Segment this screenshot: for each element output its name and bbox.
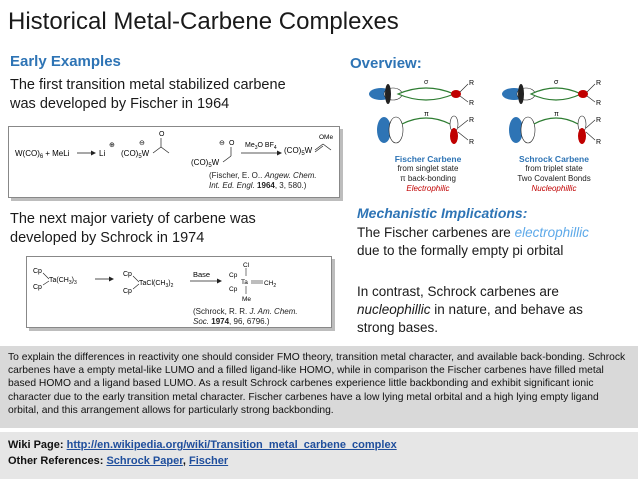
base-label: Base bbox=[193, 270, 211, 279]
schrock-metal-center bbox=[518, 84, 524, 104]
fischer-caption-l3: π back-bonding bbox=[400, 174, 456, 183]
fischer-r-bond-2 bbox=[460, 96, 468, 102]
fischer-link[interactable]: Fischer bbox=[189, 455, 229, 467]
overview-heading: Overview: bbox=[350, 55, 422, 72]
schrock-r-bond-4 bbox=[586, 132, 595, 140]
cp-1a: Cp bbox=[33, 268, 42, 275]
early-examples-text bbox=[10, 76, 340, 114]
schrock-carbene-c bbox=[578, 90, 588, 98]
schrock-intro-text bbox=[10, 210, 340, 248]
ch2-label: $CH_2$ bbox=[264, 280, 277, 289]
fischer-pi-bond bbox=[402, 118, 450, 124]
o-label-2: O bbox=[229, 140, 235, 147]
schrock-arrowhead-2 bbox=[217, 279, 222, 284]
schrock-r-bond-3 bbox=[586, 120, 595, 128]
fischer-caption bbox=[380, 154, 476, 194]
cp-1b: Cp bbox=[33, 284, 42, 291]
ta-ch3-3: $Ta(CH_3)_3$ bbox=[49, 277, 77, 286]
schrock-caption-l2: from triplet state bbox=[525, 164, 583, 173]
fischer-scheme bbox=[8, 126, 340, 198]
ome-label: OMe bbox=[319, 134, 334, 141]
arrow-label: $Me_3O$ $BF_4$ bbox=[245, 142, 277, 151]
schrock-sigma-label: σ bbox=[554, 79, 559, 86]
early-line-2: was developed by Fischer in 1964 bbox=[10, 96, 230, 112]
cp-3b: Cp bbox=[229, 286, 238, 293]
arrowhead-1 bbox=[91, 151, 96, 156]
fischer-pi-d-2 bbox=[389, 117, 403, 143]
bond-me-3 bbox=[323, 144, 331, 150]
mechanistic-p1: The Fischer carbenes are electrophillic due to the formally empty pi orbital bbox=[357, 225, 589, 258]
li-text: Li bbox=[99, 149, 106, 158]
reactant-text: $W(CO)_6$ + MeLi bbox=[15, 149, 70, 160]
page-title: Historical Metal-Carbene Complexes bbox=[8, 8, 399, 35]
mechanistic-heading: Mechanistic Implications: bbox=[357, 205, 528, 221]
bond-1 bbox=[153, 147, 161, 153]
co5w-3: $(CO)_5W$ bbox=[284, 146, 313, 157]
taclch3-2: $TaCl(CH_3)_2$ bbox=[139, 280, 174, 289]
fischer-carbene-c bbox=[451, 90, 461, 98]
bond-2 bbox=[223, 156, 231, 162]
schrock-r-bond-1 bbox=[587, 84, 595, 92]
cp-2b: Cp bbox=[123, 288, 132, 295]
co5w-2: $(CO)_5W$ bbox=[191, 158, 220, 169]
schrock-scheme bbox=[26, 256, 332, 328]
schrock-r-1: R bbox=[596, 80, 602, 87]
schrock-caption bbox=[504, 154, 604, 194]
fischer-r-4: R bbox=[469, 139, 475, 146]
fischer-metal-center bbox=[385, 84, 391, 104]
schrock-sigma-bond bbox=[531, 88, 581, 100]
cl-label: Cl bbox=[243, 262, 250, 269]
fischer-r-bond-4 bbox=[458, 132, 468, 140]
mechanistic-p2: In contrast, Schrock carbenes are nucleophillic in nature, and behave as strong bases. bbox=[357, 284, 583, 335]
fischer-caption-title: Fischer Carbene bbox=[394, 154, 462, 164]
early-examples-heading: Early Examples bbox=[10, 53, 121, 70]
schrock-r-2: R bbox=[596, 100, 602, 107]
fischer-p-bottom bbox=[450, 128, 458, 144]
cp-2a: Cp bbox=[123, 271, 132, 278]
o-label-1: O bbox=[159, 131, 165, 138]
fischer-orbital-diagram bbox=[369, 79, 474, 146]
w-charge: ⊖ bbox=[139, 140, 145, 147]
fischer-r-1: R bbox=[469, 80, 475, 87]
fischer-r-bond-1 bbox=[460, 84, 468, 92]
explanation-text: To explain the differences in reactivity one should consider FMO theory, transition metal character, and available back-bonding. Schrock carbenes have a empty metal-like LUMO and a filled ligand-like HOMO, while in comparison the Fischer carbenes have filled metal based HOMO and a ligand based LUMO. As a result Schrock carbenes experience little backbonding and exhibit significant ionic character due to the early transition metal character. Fischer carbenes have a low lying metal orbital and a high lying empty ligand orbital, and this arrangement allows for particularly strong backbonding. bbox=[8, 352, 626, 416]
schrock-r-bond-2 bbox=[587, 96, 595, 102]
fischer-r-bond-3 bbox=[458, 120, 468, 128]
w-charge-2: ⊖ bbox=[219, 140, 225, 147]
wiki-label: Wiki Page: bbox=[8, 439, 67, 451]
schrock-caption-title: Schrock Carbene bbox=[519, 154, 589, 164]
other-references bbox=[8, 455, 228, 467]
li-charge: ⊕ bbox=[109, 142, 115, 149]
co5w-1: $(CO)_5W$ bbox=[121, 149, 150, 160]
other-label: Other References: bbox=[8, 455, 107, 467]
schrock-r-3: R bbox=[596, 117, 602, 124]
schrock-pi-bond bbox=[534, 118, 578, 124]
wiki-link[interactable]: http://en.wikipedia.org/wiki/Transition_metal_carbene_complex bbox=[66, 439, 397, 451]
schrock-pi-d-2 bbox=[521, 117, 535, 143]
fischer-sigma-label: σ bbox=[424, 79, 429, 86]
fischer-caption-l4: Electrophilic bbox=[406, 184, 450, 193]
me-label: Me bbox=[242, 296, 252, 303]
fischer-pi-label: π bbox=[424, 111, 429, 118]
ref-separator: , bbox=[182, 455, 189, 467]
schrock-paper-link[interactable]: Schrock Paper bbox=[106, 455, 183, 467]
fischer-sigma-bond bbox=[398, 88, 454, 100]
fischer-citation: (Fischer, E. O.. Angew. Chem. Int. Ed. Engl. 1964, 3, 580.) bbox=[209, 171, 317, 190]
schrock-orbital-diagram bbox=[502, 79, 601, 146]
schrock-r-4: R bbox=[596, 139, 602, 146]
fischer-r-2: R bbox=[469, 100, 475, 107]
schrock-caption-l3: Two Covalent Bonds bbox=[517, 174, 591, 183]
orbital-diagrams bbox=[366, 72, 626, 154]
schrock-pi-label: π bbox=[554, 111, 559, 118]
schrock-caption-l4: Nucleophillic bbox=[531, 184, 577, 193]
cp-3a: Cp bbox=[229, 272, 238, 279]
arrowhead-2 bbox=[277, 151, 282, 156]
schrock-p-bottom bbox=[578, 128, 586, 144]
fischer-r-3: R bbox=[469, 117, 475, 124]
schrock-intro-line-1: The next major variety of carbene was bbox=[10, 211, 256, 227]
schrock-arrowhead-1 bbox=[109, 277, 114, 282]
wiki-reference bbox=[8, 439, 397, 451]
schrock-citation: (Schrock, R. R. J. Am. Chem. Soc. 1974, 96, 6796.) bbox=[193, 307, 298, 326]
bond-me bbox=[161, 147, 169, 153]
schrock-intro-line-2: developed by Schrock in 1974 bbox=[10, 230, 205, 246]
fischer-caption-l2: from singlet state bbox=[397, 164, 459, 173]
ta-label: Ta bbox=[241, 279, 248, 286]
early-line-1: The first transition metal stabilized carbene bbox=[10, 77, 286, 93]
